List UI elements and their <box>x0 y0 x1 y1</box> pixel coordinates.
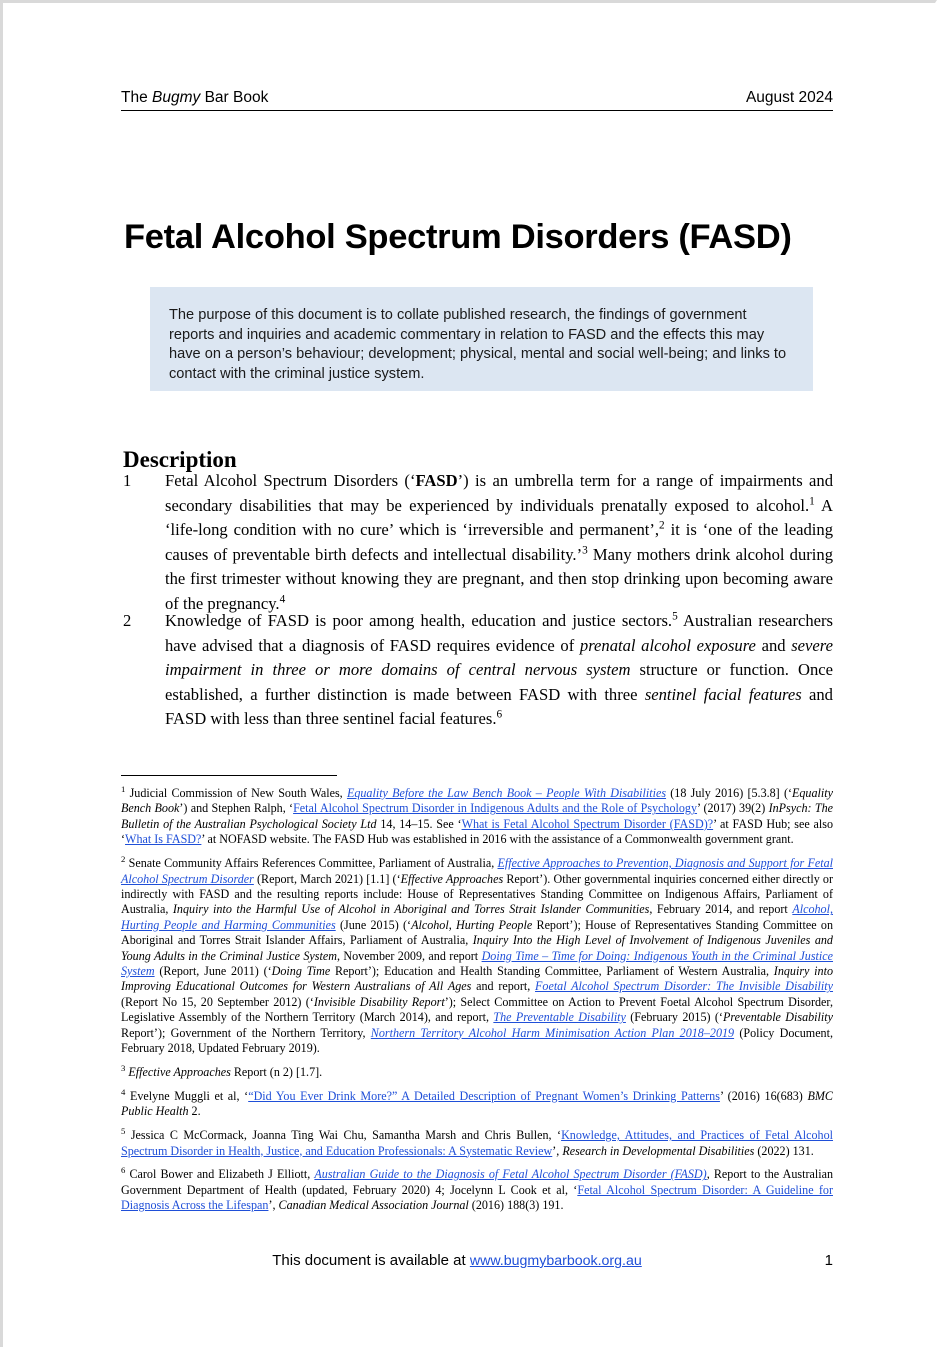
text-run: ’ (2016) 16(683) <box>719 1088 808 1103</box>
text-run: 14, 14–15. See ‘ <box>376 816 462 831</box>
text-run: Judicial Commission of New South Wales, <box>125 786 347 800</box>
text-run: structure or function. Once established, a further distinction is made between FASD with three <box>165 660 833 704</box>
text-run: (2016) 188(3) 191. <box>468 1198 564 1213</box>
italic-text: Effective Approaches <box>400 871 504 886</box>
paragraph-number: 2 <box>123 611 132 630</box>
italic-text: Equality Bench Book <box>121 786 833 816</box>
text-run: ’ at FASD Hub; see also ‘ <box>121 816 834 847</box>
text-run: and <box>755 635 792 655</box>
header-title-pre: The <box>121 89 153 106</box>
text-run: ’, <box>552 1143 563 1158</box>
italic-text: Preventable Disability <box>722 1010 833 1025</box>
text-run: Report’). Other governmental inquiries concerned either directly or indirectly with FASD and the resulting reports include: House of Representatives Standing Committee on Indigenous Affairs, Parliament of Australia, <box>121 871 833 917</box>
footnote-reference[interactable]: 3 <box>582 544 588 557</box>
text-run: Australian researchers have advised that a diagnosis of FASD requires evidence of <box>165 611 834 655</box>
text-run: Fetal Alcohol Spectrum Disorders (‘ <box>165 471 416 490</box>
text-run: (2022) 131. <box>754 1143 814 1158</box>
italic-text: Effective Approaches <box>128 1064 231 1079</box>
numbered-paragraph <box>123 469 833 617</box>
footnote-separator-rule <box>121 775 337 776</box>
footnote-text <box>121 1086 833 1119</box>
text-run: (June 2015) (‘ <box>335 917 412 932</box>
text-run: and FASD with less than three sentinel facial features. <box>165 684 833 729</box>
text-run: ’ (2017) 39(2) <box>697 801 769 816</box>
text-run: (Report, June 2011) (‘ <box>154 963 272 978</box>
citation-link[interactable]: What is Fetal Alcohol Spectrum Disorder (FASD)? <box>461 816 714 831</box>
citation-link[interactable]: Equality Before the Law Bench Book – People With Disabilities <box>346 786 667 800</box>
text-run: Evelyne Muggli et al, ‘ <box>125 1088 249 1103</box>
footnote-marker: 5 <box>121 1126 126 1137</box>
text-run: , Report to the Australian Government Department of Health (updated, February 2020) 4; Jocelynn L Cook et al, ‘ <box>121 1167 833 1197</box>
text-run: (February 2015) (‘ <box>625 1010 723 1025</box>
italic-text: severe impairment in three or more domains of central nervous system <box>165 635 833 680</box>
text-run: ’) and Stephen Ralph, ‘ <box>179 801 294 816</box>
section-heading-description: Description <box>123 447 237 473</box>
footnote-marker: 1 <box>121 783 126 794</box>
text-run: (18 July 2016) [5.3.8] (‘ <box>666 786 792 800</box>
footnote-reference[interactable]: 2 <box>659 519 665 532</box>
citation-link[interactable]: Australian Guide to the Diagnosis of Fetal Alcohol Spectrum Disorder (FASD) <box>314 1167 707 1182</box>
text-run: (Policy Document, February 2018, Updated February 2019). <box>121 1025 833 1055</box>
text-run: Report’); Government of the Northern Territory, <box>121 1025 371 1040</box>
paragraph-body <box>165 469 833 617</box>
citation-link[interactable]: Doing Time – Time for Doing: Indigenous Youth in the Criminal Justice System <box>121 948 834 978</box>
footnote-marker: 4 <box>121 1086 126 1097</box>
footnote-marker: 6 <box>121 1165 126 1176</box>
footnote-item <box>121 856 833 1056</box>
italic-text: Invisible Disability Report <box>313 994 445 1009</box>
paragraph-number: 1 <box>123 471 132 490</box>
bold-term: FASD <box>415 471 458 490</box>
footnote-text <box>125 1065 322 1079</box>
text-run: Report (n 2) [1.7]. <box>230 1064 323 1079</box>
footnote-text <box>121 783 834 847</box>
footnote-marker: 2 <box>121 854 126 865</box>
header-date: August 2024 <box>745 89 833 106</box>
footnote-reference[interactable]: 1 <box>809 495 815 508</box>
bugmybarbook-link[interactable]: www.bugmybarbook.org.au <box>469 1253 642 1269</box>
text-run: ’ at NOFASD website. The FASD Hub was established in 2016 with the assistance of a Commonwealth government grant. <box>201 832 794 847</box>
text-run: Carol Bower and Elizabeth J Elliott, <box>125 1167 315 1182</box>
footnote-item <box>121 1167 833 1213</box>
italic-text: BMC Public Health <box>121 1088 833 1119</box>
italic-text: Inquiry into Improving Educational Outcomes for Western Australians of All Ages <box>121 963 833 994</box>
citation-link[interactable]: What Is FASD? <box>125 832 202 847</box>
text-run: Senate Community Affairs References Committee, Parliament of Australia, <box>125 856 498 871</box>
citation-link[interactable]: “Did You Ever Drink More?” A Detailed Description of Pregnant Women’s Drinking Patterns <box>248 1088 720 1103</box>
footnote-reference[interactable]: 6 <box>496 708 503 721</box>
footnote-text <box>121 1128 833 1157</box>
page-number: 1 <box>824 1252 833 1269</box>
text-run: ’); Select Committee on Action to Prevent Foetal Alcohol Spectrum Disorder, Legislative Assembly of the Northern Territory (March 2014), and report, <box>121 994 833 1025</box>
text-run: Report’); House of Representatives Standing Committee on Aboriginal and Torres Strait Islander Affairs, Parliament of Australia, <box>121 917 833 948</box>
citation-link[interactable]: Fetal Alcohol Spectrum Disorder in Indigenous Adults and the Role of Psychology <box>293 801 698 816</box>
text-run: ’) is an umbrella term for a range of impairments and secondary disabilities that may be experienced by individuals prenatally exposed to alcohol. <box>165 471 834 515</box>
header-title-italic: Bugmy <box>152 89 201 106</box>
citation-link[interactable]: Knowledge, Attitudes, and Practices of Fetal Alcohol Spectrum Disorder in Health, Justice, and Education Professionals: A Systematic Review <box>121 1128 834 1158</box>
footnote-item <box>121 1128 833 1159</box>
citation-link[interactable]: Foetal Alcohol Spectrum Disorder: The Invisible Disability <box>535 979 834 994</box>
header-title <box>121 88 268 107</box>
footnotes-list <box>121 783 834 1214</box>
text-run: Jessica C McCormack, Joanna Ting Wai Chu, Samantha Marsh and Chris Bullen, ‘ <box>125 1128 562 1143</box>
footnote-item <box>121 783 834 848</box>
citation-link[interactable]: The Preventable Disability <box>493 1010 626 1025</box>
text-run: Many mothers drink alcohol during the first trimester without knowing they are pregnant, and then stop drinking upon becoming aware of the pregnancy. <box>165 544 833 613</box>
italic-text: Inquiry Into the High Level of Involvement of Indigenous Juveniles and Young Adults in the Criminal Justice System <box>121 933 833 963</box>
text-run: ’, <box>268 1198 279 1213</box>
italic-text: Inquiry into the Harmful Use of Alcohol in Aboriginal and Torres Strait Islander Communities <box>172 902 650 917</box>
italic-text: Doing Time <box>271 963 331 978</box>
text-run: (Report, March 2021) [1.1] (‘ <box>253 871 401 886</box>
citation-link[interactable]: Alcohol, Hurting People and Harming Communities <box>121 902 833 932</box>
text-run: it is ‘one of the leading causes of preventable birth defects and intellectual disability.’ <box>165 520 833 564</box>
paragraph-body <box>165 609 833 732</box>
header-title-post: Bar Book <box>200 89 269 106</box>
text-run: Report’); Education and Health Standing Committee, Parliament of Western Australia, <box>330 963 774 978</box>
purpose-callout-text: The purpose of this document is to collate published research, the findings of government reports and inquiries and academic commentary in relation to FASD and the effects this may have on a person’s behaviour; development; physical, mental and social well-being; and links to contact with the criminal justice system. <box>169 307 787 382</box>
citation-link[interactable]: Effective Approaches to Prevention, Diagnosis and Support for Fetal Alcohol Spectrum Disorder <box>121 856 833 886</box>
running-header <box>121 88 833 111</box>
footnote-reference[interactable]: 4 <box>279 593 286 606</box>
footer-availability <box>121 1251 793 1271</box>
text-run: 2. <box>188 1104 201 1119</box>
text-run: Knowledge of FASD is poor among health, education and justice sectors. <box>165 611 673 630</box>
footnote-reference[interactable]: 5 <box>672 610 678 623</box>
footnote-item <box>121 1062 833 1080</box>
italic-text: InPsych: The Bulletin of the Australian Psychological Society Ltd <box>121 801 833 831</box>
footer-text: This document is available at <box>272 1252 470 1269</box>
italic-text: Alcohol, Hurting People <box>411 917 533 932</box>
numbered-paragraph <box>123 609 833 732</box>
italic-text: Research in Developmental Disabilities <box>562 1143 755 1158</box>
italic-text: prenatal alcohol exposure <box>579 635 756 655</box>
citation-link[interactable]: Northern Territory Alcohol Harm Minimisation Action Plan 2018–2019 <box>370 1025 735 1040</box>
footnote-text <box>121 1167 833 1212</box>
text-run: , November 2009, and report <box>336 948 482 963</box>
text-run: A ‘life-long condition with no cure’ which is ‘irreversible and permanent’, <box>165 495 833 540</box>
text-run: and report, <box>471 979 536 994</box>
text-run: , February 2014, and report <box>649 902 793 917</box>
italic-text: Canadian Medical Association Journal <box>278 1198 469 1213</box>
italic-text: sentinel facial features <box>644 684 802 704</box>
page-title: Fetal Alcohol Spectrum Disorders (FASD) <box>124 218 792 257</box>
footnote-text <box>121 856 833 1055</box>
text-run: (Report No 15, 20 September 2012) (‘ <box>121 994 314 1009</box>
citation-link[interactable]: Fetal Alcohol Spectrum Disorder: A Guideline for Diagnosis Across the Lifespan <box>121 1182 833 1213</box>
footnote-item <box>121 1086 833 1120</box>
footnote-marker: 3 <box>121 1062 126 1073</box>
